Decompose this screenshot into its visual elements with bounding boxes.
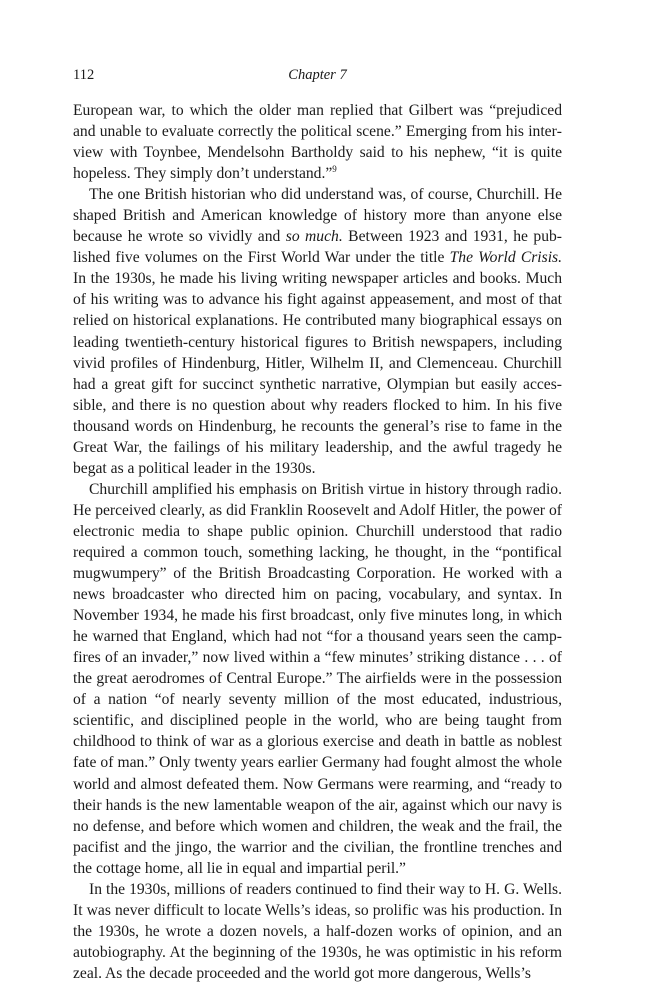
emphasis-so-much: so much.: [285, 228, 343, 246]
paragraph-4: [73, 879, 562, 984]
paragraph-1: [73, 100, 562, 184]
book-page: [73, 64, 562, 984]
paragraph-2-text-b: Between 1923 and 1931, he published five volumes on the First World War under the title: [73, 228, 562, 267]
page-number: 112: [73, 67, 95, 83]
chapter-title: Chapter 7: [288, 67, 347, 83]
paragraph-2-text-c: In the 1930s, he made his living writing newspaper articles and books. Much of his writing was to advance his fight against appeasement, and most of that relied on historical explanations. He contributed many biographical essays on leading twentieth-century historical figures to British newspapers, including vivid profiles of Hindenburg, Hitler, Wilhelm II, and Clemenceau. Churchill had a great gift for succinct synthetic narrative, Olympian but easily accessible, and there is no question about why readers flocked to him. In his five thousand words on Hindenburg, he recounts the general’s rise to fame in the Great War, the failings of his military leadership, and the awful tragedy he begat as a political leader in the 1930s.: [73, 270, 562, 477]
paragraph-4-text: In the 1930s, millions of readers continued to find their way to H. G. Wells. It was never difficult to locate Wells’s ideas, so prolific was his production. In the 1930s, he wrote a dozen novels, a half-dozen works of opinion, and an autobiography. At the beginning of the 1930s, he was optimistic in his reform zeal. As the decade proceeded and the world got more dangerous, Wells’s: [73, 880, 562, 982]
paragraph-2-text-a: The one British historian who did understand was, of course, Churchill. He shaped British and American knowledge of history more than anyone else because he wrote so vividly and: [73, 186, 562, 246]
running-head: [73, 64, 562, 86]
paragraph-2: [73, 184, 562, 479]
book-title-world-crisis: The World Crisis.: [449, 249, 562, 267]
paragraph-3: [73, 479, 562, 879]
footnote-marker: 9: [332, 164, 337, 175]
body-text: [73, 100, 562, 984]
paragraph-1-text: European war, to which the older man replied that Gilbert was “prejudiced and unable to evaluate correctly the political scene.” Emerging from his interview with Toynbee, Mendelsohn Bartholdy said to his nephew, “it is quite hopeless. They simply don’t understand.”: [73, 102, 562, 183]
paragraph-3-text: Churchill amplified his emphasis on British virtue in history through radio. He perceived clearly, as did Franklin Roosevelt and Adolf Hitler, the power of electronic media to shape public opinion. Churchill understood that radio required a common touch, something lacking, he thought, in the “pontifical mugwumpery” of the British Broadcasting Corporation. He worked with a news broadcaster who directed him on pacing, vocabulary, and syntax. In November 1934, he made his first broadcast, only five minutes long, in which he warned that England, which had not “for a thousand years seen the campfires of an invader,” now lived within a “few minutes’ striking distance . . . of the great aerodromes of Central Europe.” The airfields were in the possession of a nation “of nearly seventy million of the most educated, industrious, scientific, and disciplined people in the world, who are being taught from childhood to think of war as a glorious exercise and death in battle as noblest fate of man.” Only twenty years earlier Germany had fought almost the whole world and almost defeated them. Now Germans were rearming, and “ready to their hands is the new lamentable weapon of the air, against which our navy is no defense, and before which women and children, the weak and the frail, the pacifist and the jingo, the warrior and the civilian, the frontline trenches and the cottage home, all lie in equal and impartial peril.”: [73, 480, 562, 877]
